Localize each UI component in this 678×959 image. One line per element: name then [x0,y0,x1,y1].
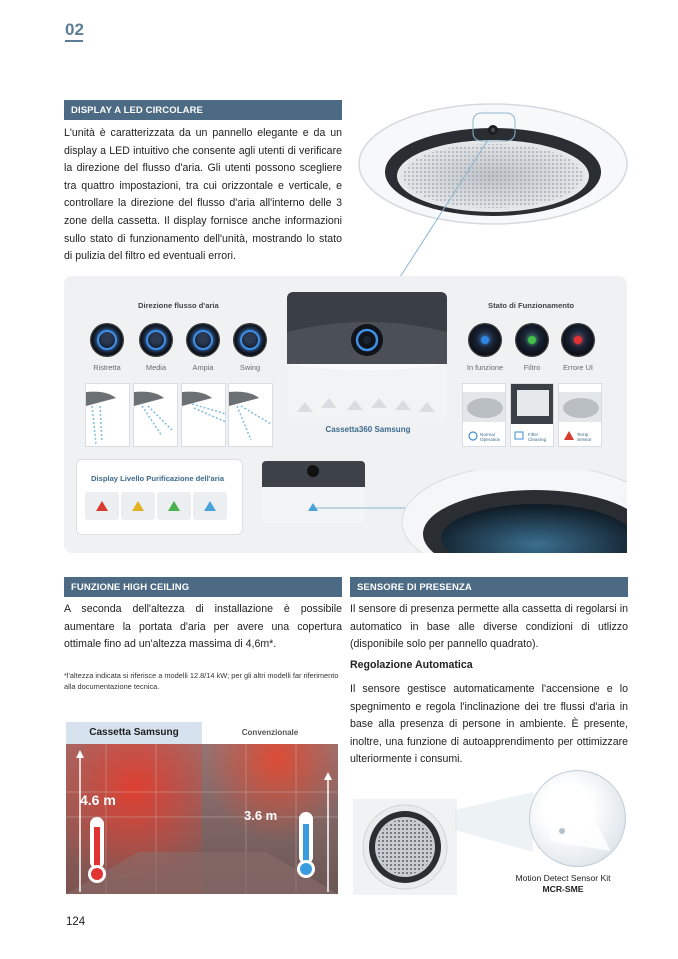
purification-cassette-photo [262,461,365,523]
status-normal-image [462,383,506,447]
airflow-mode-label: Ristretta [93,363,121,372]
status-error-image [558,383,602,447]
cassette-360-led-photo [287,292,447,422]
purification-level-blue-icon [193,492,227,520]
airflow-mode-wide-icon [187,324,219,356]
motion-sensor-zoom [529,770,626,867]
airflow-mode-narrow-icon [91,324,123,356]
status-icon-label: Operation [480,437,501,442]
airflow-swing-image [228,383,273,447]
purification-level-green-icon [157,492,191,520]
status-mode-label: Filtro [523,363,541,372]
height-value-samsung: 4.6 m [80,792,116,808]
section-title-high-ceiling: FUNZIONE HIGH CEILING [64,577,342,597]
chapter-rule [65,40,83,42]
airflow-mode-medium-icon [140,324,172,356]
high-ceiling-comparison-figure [66,722,338,894]
status-icon-label: Normal [480,432,495,437]
airflow-mode-label: Swing [239,363,261,372]
automatic-regulation-paragraph: Il sensore gestisce automaticamente l'accensione e lo spegnimento e regola l'inclinazione dei tre flussi d'aria in base alla presenza di persone in ambiente. È presente, inoltre, una funzione di autoapprendimento per ottimizzare ulteriormente i consumi. [350,683,628,766]
height-value-conventional: 3.6 m [244,808,278,823]
purification-display-title: Display Livello Purificazione dell'aria [91,474,225,483]
cassette-detail-photo [397,462,627,553]
airflow-mode-label: Media [145,363,167,372]
automatic-regulation-heading: Regolazione Automatica [350,659,473,671]
airflow-wide-image [181,383,226,447]
section-title-led-display: DISPLAY A LED CIRCOLARE [64,100,342,120]
status-filter-image [510,383,554,447]
figure-label-samsung: Cassetta Samsung [89,727,179,738]
motion-sensor-caption [478,873,648,895]
purification-level-yellow-icon [121,492,155,520]
airflow-medium-image [133,383,178,447]
airflow-narrow-image [85,383,130,447]
chapter-number: 02 [65,20,84,39]
operating-status-title: Stato di Funzionamento [488,301,575,310]
airflow-direction-title: Direzione flusso d'aria [138,301,219,310]
high-ceiling-paragraph: A seconda dell'altezza di installazione è possibile aumentare la portata d'aria per avere una copertura ottimale fino ad un'altezza massima di 4,6m*. [64,603,342,651]
status-icon-label: Temp. [577,432,590,437]
square-panel-photo [353,799,457,895]
status-icon-label: Cleaning [528,437,547,442]
presence-sensor-paragraph: Il sensore di presenza permette alla cassetta di regolarsi in automatico in base alle diverse condizioni di utlizzo (disponibile solo per pannello quadrato). [350,603,628,651]
motion-sensor-model: MCR-SME [542,884,584,894]
section-title-presence-sensor: SENSORE DI PRESENZA [350,577,628,597]
sensor-zoom-lines [455,790,535,860]
status-error-icon [562,324,594,356]
status-icon-label: Sensor [577,437,592,442]
status-mode-label: Errore UI [563,363,593,372]
led-display-paragraph: L'unità è caratterizzata da un pannello elegante e da un display a LED intuitivo che consente agli utenti di verificare la direzione del flusso d'aria. Gli utenti possono scegliere tra quattro impostazioni, tra cui orizzontale e verticale, e controllare la direzione del flusso d'aria all'interno delle 3 zone della cassetta. Il display fornisce anche informazioni sullo stato di funzionamento dell'unità, mostrando lo stato di pulizia del filtro ed eventuali errori. [64,127,342,263]
figure-label-conventional: Convenzionale [241,728,299,737]
cassette-360-label: Cassetta360 Samsung [325,425,411,434]
airflow-mode-swing-icon [234,324,266,356]
purification-level-red-icon [85,492,119,520]
page-number: 124 [66,916,86,928]
status-mode-label: In funzione [466,363,504,372]
high-ceiling-footnote: *l'altezza indicata si riferisce a modelli 12.8/14 kW; per gli altri modelli far riferimento alla documentazione tecnica. [64,671,339,691]
status-icon-label: Filter [528,432,539,437]
status-filter-icon [516,324,548,356]
status-running-icon [469,324,501,356]
airflow-mode-label: Ampia [192,363,214,372]
motion-sensor-caption-line1: Motion Detect Sensor Kit [515,873,611,883]
